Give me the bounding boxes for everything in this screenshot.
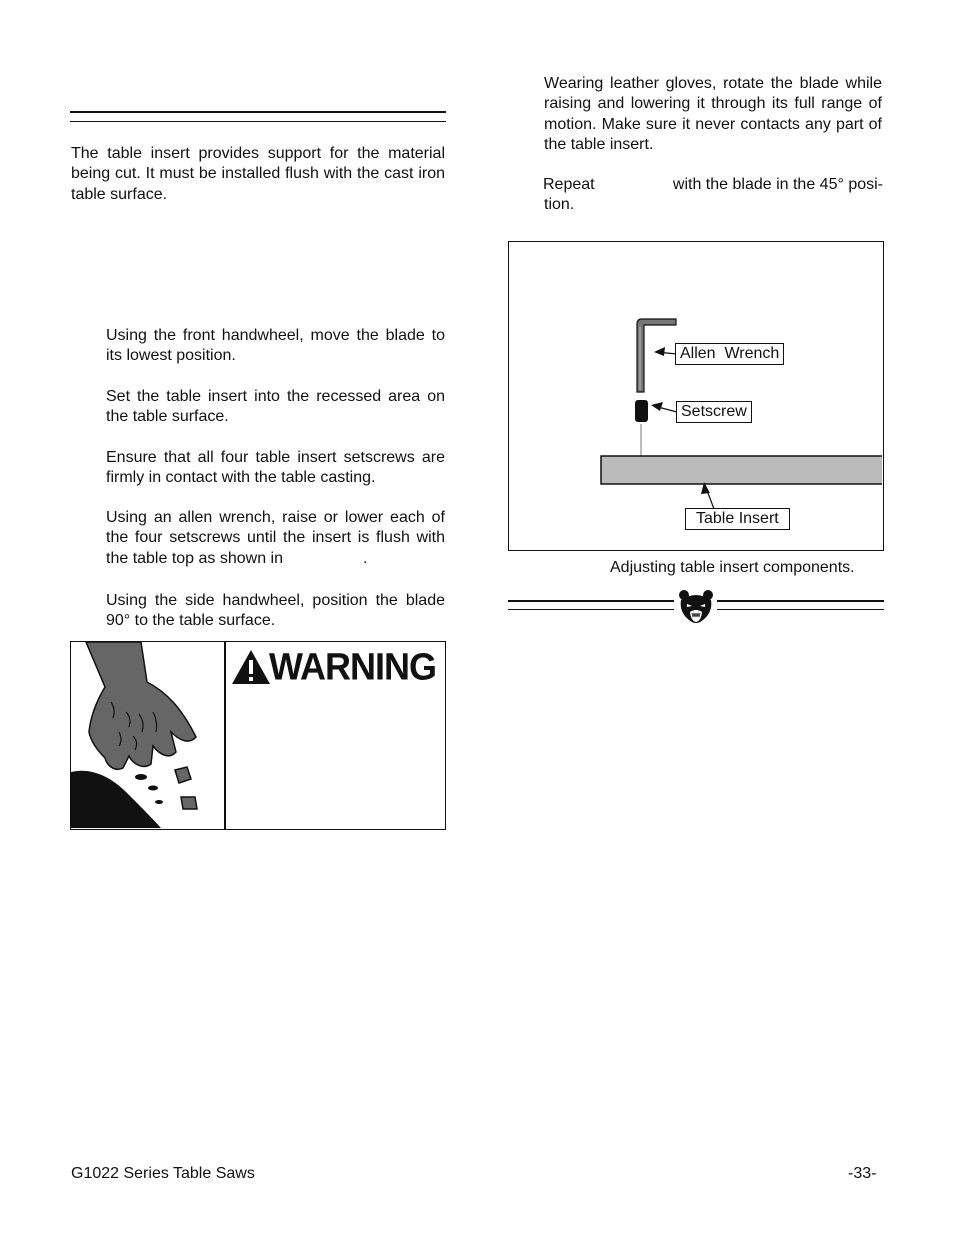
table-insert-shape — [601, 456, 882, 484]
figure-caption: Adjusting table insert components. — [610, 559, 855, 576]
section-header-rule — [70, 111, 446, 113]
step-4-text: Using an allen wrench, raise or lower each of the four setscrews until the insert is flush with the table top as shown in — [106, 509, 445, 567]
allen-wrench-shape — [637, 319, 676, 392]
step-4-suffix: . — [363, 549, 368, 567]
divider-left-thin — [508, 609, 674, 610]
warning-box — [70, 641, 446, 830]
step-3: Ensure that all four table insert setscrews are firmly in contact with the table casting. — [106, 449, 445, 487]
step-6: Wearing leather gloves, rotate the blade while raising and lowering it through its full range of motion. Make sure it never contacts any part of the table insert. — [544, 75, 882, 153]
allen-wrench-label: Allen Wrench — [675, 343, 784, 365]
figure-box — [508, 241, 884, 551]
warning-divider — [224, 642, 226, 829]
step-7-prefix: Repeat — [543, 176, 595, 193]
warning-title: WARNING — [269, 644, 436, 688]
intro-paragraph: The table insert provides support for the material being cut. It must be installed flush with the cast iron table surface. — [71, 145, 445, 203]
section-header-rule-thin — [70, 121, 446, 122]
step-5: Using the side handwheel, position the blade 90° to the table surface. — [106, 592, 445, 630]
footer-title: G1022 Series Table Saws — [71, 1165, 255, 1182]
warning-triangle-icon — [231, 649, 271, 685]
table-insert-figure — [509, 242, 882, 549]
step-2: Set the table insert into the recessed area on the table surface. — [106, 388, 445, 426]
page-number: -33- — [848, 1165, 877, 1182]
setscrew-shape — [635, 400, 648, 422]
step-7 — [543, 175, 883, 216]
setscrew-label: Setscrew — [676, 401, 752, 423]
step-4 — [106, 508, 445, 569]
step-1: Using the front handwheel, move the blade to its lowest position. — [106, 327, 445, 365]
hand-hazard-illustration — [71, 642, 224, 828]
divider-right-thick — [717, 600, 884, 602]
step-7-line1-rest: with the blade in the 45° posi- — [672, 176, 883, 193]
step-7-line-2: tion. — [544, 196, 575, 214]
divider-right-thin — [717, 609, 884, 610]
divider-left-thick — [508, 600, 674, 602]
bear-logo-icon — [677, 588, 715, 626]
table-insert-label: Table Insert — [685, 508, 790, 530]
step-7-line-1 — [543, 175, 883, 195]
